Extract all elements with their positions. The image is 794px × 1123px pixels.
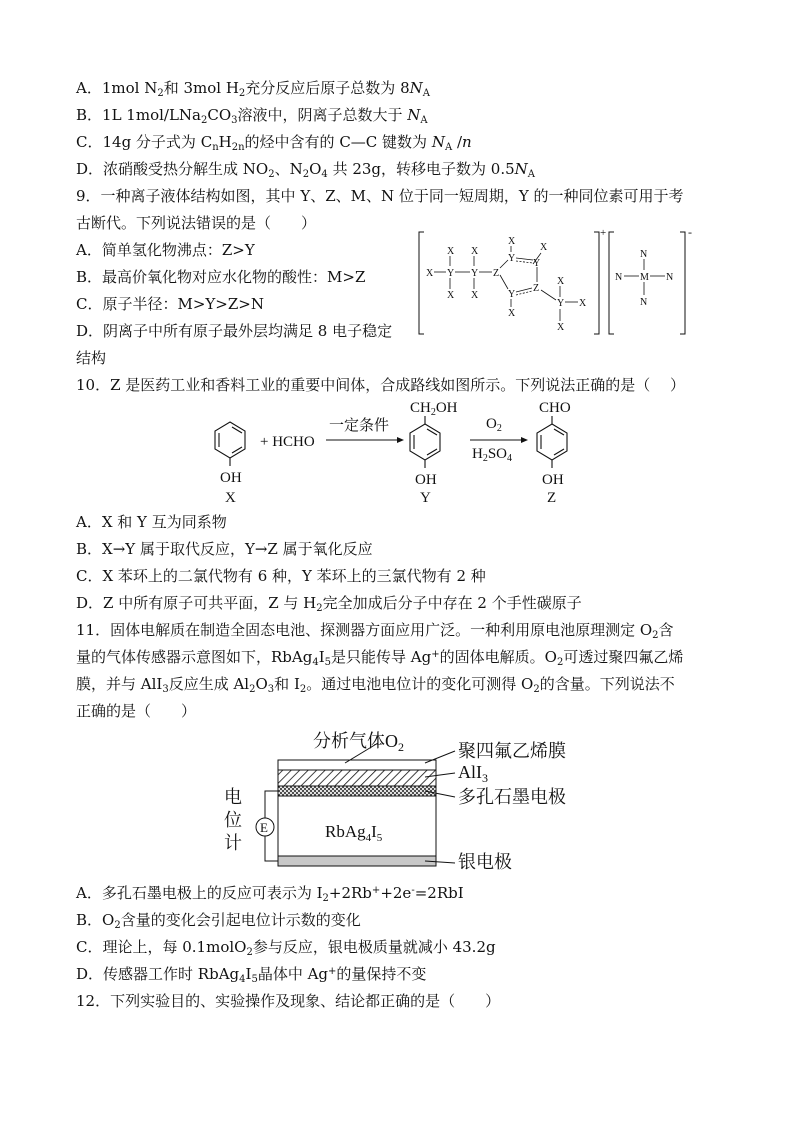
q11-stem-line2: 量的气体传感器示意图如下，$RbAg_4I_5$是只能传导 Ag+的固体电解质。$O_2$可透过聚四氟乙烯 [76,648,684,668]
svg-text:O2: $O_2$ [486,416,502,434]
atom-x: X [508,236,516,247]
q10-option-a: A．X 和 Y 互为同系物 [76,513,227,531]
atom-n: N [640,297,648,308]
q11-stem-line4: 正确的是（ ） [76,702,197,720]
q9-option-d: D．阴离子中所有原子最外层均满足 8 电子稳定 [76,322,393,340]
q11-option-c: C．理论上，每 0.1molO$_2$参与反应，银电极质量就减小 43.2g [76,938,496,958]
atom-x: X [471,246,479,257]
q9-option-b: B．最高价氧化物对应水化物的酸性：M>Z [76,268,366,286]
label-x: X [225,490,236,506]
silver-label: 银电极 [458,852,512,872]
z-oh: OH [542,472,564,488]
meter-label-1: 电 [224,787,242,807]
silver-electrode [278,856,436,866]
atom-x: X [447,290,455,301]
q8-option-c: C．14g 分子式为 $C_nH_{2n}$的烃中含有的 C—C 键数为 $N_A$ /n [76,133,472,153]
atom-x: X [508,308,516,319]
y-oh: OH [415,472,437,488]
atom-x: X [447,246,455,257]
benzyl-alcohol-molecule [410,416,440,468]
atom-y: Y [471,268,479,279]
q10-stem: 10．Z 是医药工业和香料工业的重要中间体，合成路线如图所示。下列说法正确的是（ ） [76,376,686,394]
atom-z: Z [533,283,540,294]
q8-option-b: B．1L $1mol/LNa_2CO_3$溶液中，阴离子总数大于 $N_A$ [76,106,428,126]
atom-m: M [640,272,649,283]
q10-option-d: D．Z 中所有原子可共平面，Z 与 $H_2$完全加成后分子中存在 2 个手性碳原子 [76,594,582,614]
porous-graphite-electrode [278,786,436,796]
q12-stem: 12．下列实验目的、实验操作及现象、结论都正确的是（ ） [76,992,501,1010]
atom-n: N [666,272,674,283]
q11-option-b: B．$O_2$含量的变化会引起电位计示数的变化 [76,911,361,931]
ionic-liquid-structure [416,228,716,340]
gas-label: 分析气体$O_2$ [313,731,404,754]
svg-text:CH2OH: $CH_2OH$ [410,400,458,418]
phenol-molecule [215,422,245,466]
q10-option-b: B．X→Y 属于取代反应，Y→Z 属于氧化反应 [76,540,373,558]
atom-y: Y [508,289,516,300]
gas-sensor-diagram [215,727,595,875]
q11-option-a: A．多孔石墨电极上的反应可表示为 $I_2+2Rb^++2e^-=2RbI$ [76,884,464,904]
atom-y: Y [557,298,565,309]
ptfe-label: 聚四氟乙烯膜 [458,741,566,761]
atom-x: X [557,322,565,333]
ali3-label: AlI$_3$ [458,762,488,785]
q8-option-d: D．浓硝酸受热分解生成 $NO_2$、$N_2O_4$ 共 23g，转移电子数为 $0.5N_A$ [76,160,536,180]
q9-stem-line1: 9．一种离子液体结构如图，其中 Y、Z、M、N 位于同一短周期，Y 的一种同位素可用于考 [76,187,684,205]
q11-stem-line3: 膜，并与 AlI$_3$反应生成 $Al_2O_3$和 $I_2$。通过电池电位计的变化可测得 $O_2$的含量。下列说法不 [76,675,675,695]
atom-x: X [540,242,548,253]
q11-option-d: D．传感器工作时 $RbAg_4I_5$晶体中 Ag+的量保持不变 [76,965,427,985]
cation-charge: + [600,228,607,239]
atom-n: N [615,272,623,283]
atom-z: Z [493,268,500,279]
meter-label-2: 位 [224,810,242,830]
atom-x: X [471,290,479,301]
label-y: Y [420,490,431,506]
electrolyte-label: $RbAg_4I_5$ [325,822,383,844]
atom-x: X [579,298,587,309]
reaction-scheme [205,396,605,506]
atom-y: Y [508,253,516,264]
q9-stem-line2: 古断代。下列说法错误的是（ ） [76,214,317,232]
atom-y: Y [533,258,541,269]
q9-option-a: A．简单氢化物沸点：Z>Y [76,241,255,259]
atom-x: X [426,268,434,279]
arrow1-condition: 一定条件 [329,418,390,434]
benzaldehyde-molecule [537,416,567,468]
ali3-layer [278,770,436,786]
q10-option-c: C．X 苯环上的二氯代物有 6 种，Y 苯环上的三氯代物有 2 种 [76,567,486,585]
svg-text:H2SO4: $H_2SO_4$ [472,446,513,464]
atom-y: Y [447,268,455,279]
graphite-label: 多孔石墨电极 [458,787,566,807]
z-cho: CHO [539,400,571,416]
q8-option-a: A．1mol $N_2$和 3mol $H_2$充分反应后原子总数为 $8N_A$ [76,79,430,99]
plus-hcho: + HCHO [260,434,315,450]
q9-option-d-cont: 结构 [76,349,107,367]
atom-n: N [640,249,648,260]
q9-option-c: C．原子半径：M>Y>Z>N [76,295,264,313]
q11-stem-line1: 11．固体电解质在制造全固态电池、探测器方面应用广泛。一种利用原电池原理测定 $O_2$含 [76,621,674,641]
label-z: Z [547,490,557,506]
ptfe-membrane [278,760,436,770]
phenol-oh: OH [220,470,242,486]
meter-label-3: 计 [224,833,242,853]
atom-x: X [557,276,565,287]
potentiometer-symbol: E [260,820,268,835]
anion-charge: - [688,228,692,239]
